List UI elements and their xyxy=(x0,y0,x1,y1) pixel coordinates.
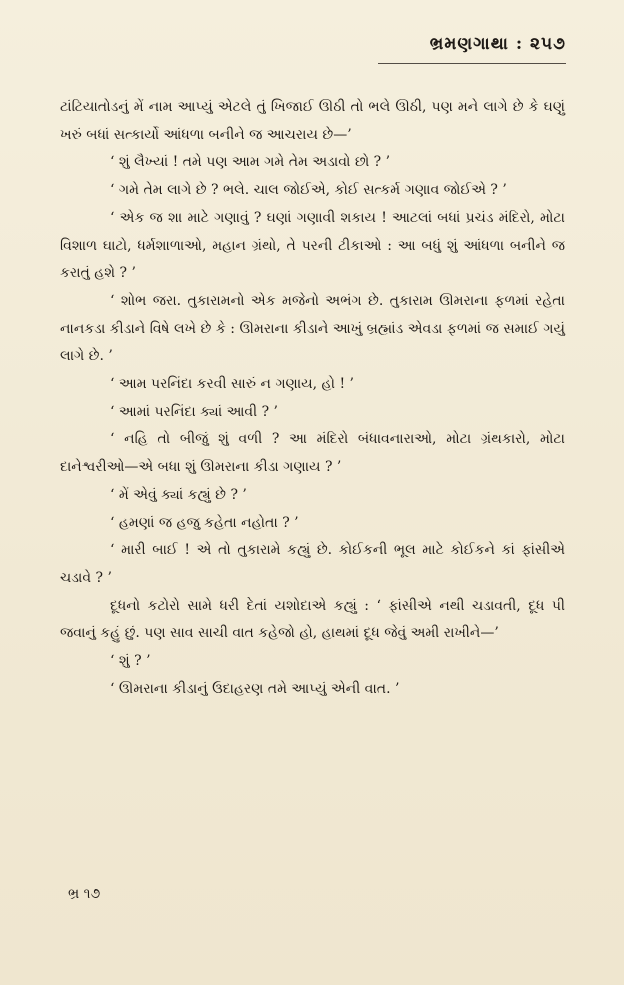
paragraph-3: ‘ ગમે તેમ લાગે છે ? ભલે. ચાલ જોઈએ, કોઈ સત્કર્મ ગણાવ જોઈએ ? ’ xyxy=(110,182,507,199)
paragraph-5: ‘ શોભ જરા. તુકારામનો એક મજેનો અભંગ છે. તુકારામ ઊમરાના ફળમાં રહેતા નાનકડા કીડાને વિષે લખે છે કે : ઊમરાના કીડાને આખું બ્રહ્માંડ એવડા ફળમાં જ સમાઈ ગયું લાગે છે. ’ xyxy=(60,292,565,365)
paragraph-6: ‘ આમ પરનિંદા કરવી સારું ન ગણાય, હો ! ’ xyxy=(110,376,354,393)
paragraph-9: ‘ મેં એવું ક્યાં કહ્યું છે ? ’ xyxy=(110,486,247,503)
paragraph-7: ‘ આમાં પરનિંદા ક્યાં આવી ? ’ xyxy=(110,403,278,420)
paragraph-1: ટાંટિયાતોડનું મેં નામ આપ્યું એટલે તું ખિજાઈ ઊઠી તો ભલે ઊઠી, પણ મને લાગે છે કે ઘણું ખરું બધાં સત્કાર્યો આંધળા બનીને જ આચરાય છે—’ xyxy=(60,99,565,143)
paragraph-13: ‘ શું ? ’ xyxy=(110,653,151,670)
header-underline xyxy=(378,63,566,72)
paragraph-2: ‘ શું લૈખ્યાં ! તમે પણ આમ ગમે તેમ અડાવો છો ? ’ xyxy=(110,154,391,171)
body-text xyxy=(60,94,565,703)
paragraph-11: ‘ મારી બાઈ ! એ તો તુકારામે કહ્યું છે. કોઈકની ભૂલ માટે કોઈકને કાં ફાંસીએ ચડાવે ? ’ xyxy=(60,542,565,586)
paragraph-12: દૂધનો કટોરો સામે ધરી દેતાં યશોદાએ કહ્યું : ‘ ફાંસીએ નથી ચડાવતી, દૂધ પી જવાનું કહું છું. પણ સાવ સાચી વાત કહેજો હો, હાથમાં દૂધ જેવું અમી રાખીને—’ xyxy=(60,597,565,642)
paragraph-8: ‘ નહિ તો બીજું શું વળી ? આ મંદિરો બંધાવનારાઓ, મોટા ગ્રંથકારો, મોટા દાનેશ્વરીઓ—એ બધા શું ઊમરાના કીડા ગણાય ? ’ xyxy=(60,431,565,476)
paragraph-4: ‘ એક જ શા માટે ગણાવું ? ઘણાં ગણાવી શકાય ! આટલાં બધાં પ્રચંડ મંદિરો, મોટા વિશાળ ઘાટો, ધર્મશાળાઓ, મહાન ગ્રંથો, તે પરની ટીકાઓ : આ બધું શું આંધળા બનીને જ કરાતું હશે ? ’ xyxy=(60,209,565,282)
signature-mark: ભ્ર ૧૭ xyxy=(68,886,101,902)
running-header: ભ્રમણગાથા : ૨૫૭ xyxy=(429,34,566,54)
paragraph-10: ‘ હમણાં જ હજુ કહેતા નહોતા ? ’ xyxy=(110,514,299,531)
paragraph-14: ‘ ઊમરાના કીડાનું ઉદાહરણ તમે આપ્યું એની વાત. ’ xyxy=(110,680,400,697)
